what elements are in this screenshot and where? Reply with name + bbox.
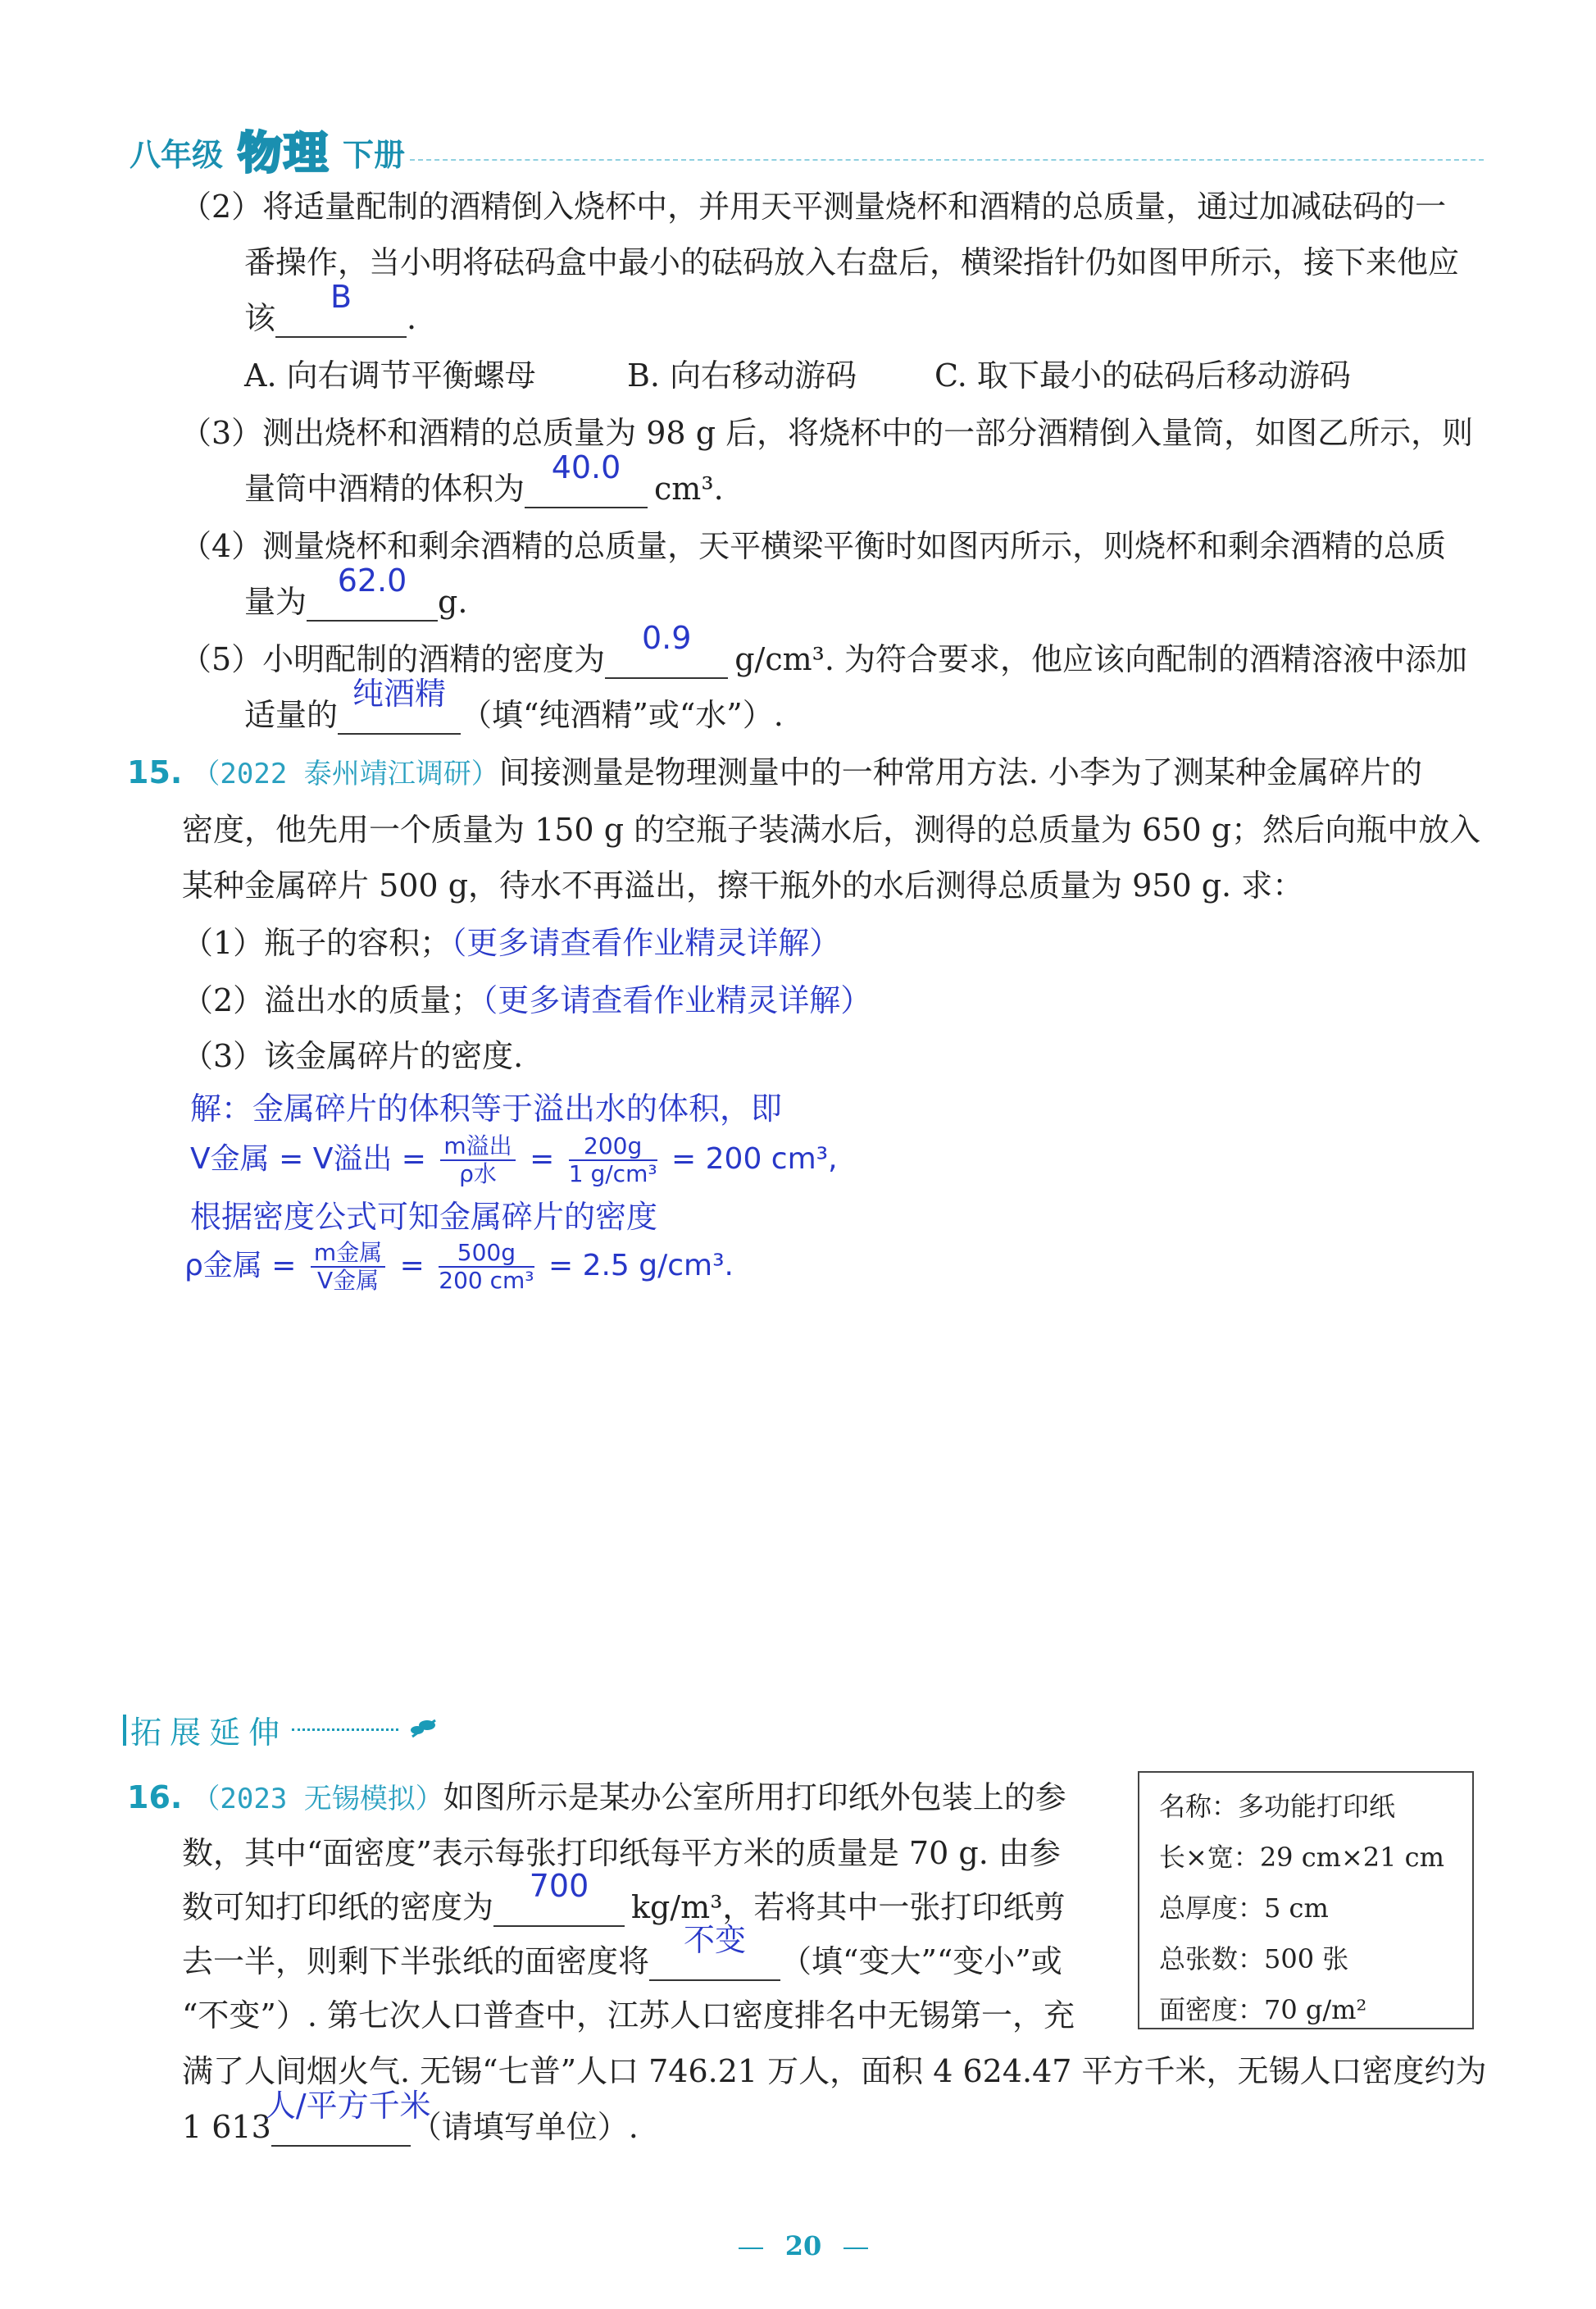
q16-line1: 16. （2023 无锡模拟）如图所示是某办公室所用打印纸外包装上的参 xyxy=(127,1779,1066,1815)
q15-line2: 密度，他先用一个质量为 150 g 的空瓶子装满水后，测得的总质量为 650 g；然后向瓶中放入 xyxy=(182,812,1481,848)
spec-name: 名称：多功能打印纸 xyxy=(1159,1791,1396,1822)
q14-p2-line1: （2）将适量配制的酒精倒入烧杯中，并用天平测量烧杯和酒精的总质量，通过加减砝码的一 xyxy=(180,189,1447,225)
q16-line7: 1 613 人/平方千米 （请填写单位）. xyxy=(182,2088,639,2145)
q16-answer3: 人/平方千米 xyxy=(264,2088,431,2124)
q16-line4: 去一半，则剩下半张纸的面密度将 不变 （填“变大”“变小”或 xyxy=(182,1922,1062,1979)
q14-p3-line1: （3）测出烧杯和酒精的总质量为 98 g 后，将烧杯中的一部分酒精倒入量筒，如图乙所示，则 xyxy=(180,415,1474,451)
q16-answer3-blank xyxy=(264,2088,431,2147)
q15-line3: 某种金属碎片 500 g，待水不再溢出，擦干瓶外的水后测得总质量为 950 g. 求： xyxy=(182,868,1304,904)
q14-p3-line2: 量筒中酒精的体积为 40.0 cm³. xyxy=(244,449,724,507)
q14-p2-option-c: C. 取下最小的砝码后移动游码 xyxy=(934,358,1351,394)
page-header xyxy=(123,123,1484,179)
header-volume: 下册 xyxy=(343,137,406,173)
extension-title xyxy=(123,1707,443,1751)
q16-answer1-blank xyxy=(493,1868,625,1927)
q15-s2-hint: （更多请查看作业精灵详解） xyxy=(482,982,872,1018)
q14-p5-answer1: 0.9 xyxy=(641,620,692,656)
q14-p2-option-b: B. 向右移动游码 xyxy=(627,358,857,394)
header-grade: 八年级 xyxy=(130,137,224,173)
spec-size: 长×宽：29 cm×21 cm xyxy=(1159,1842,1444,1873)
q14-p5-line2: 适量的 纯酒精 （填“纯酒精”或“水”）. xyxy=(244,676,784,733)
q16-answer1: 700 xyxy=(529,1868,589,1904)
q14-p5-line1: （5）小明配制的酒精的密度为 0.9 g/cm³. 为符合要求，他应该向配制的酒精溶液中添加 xyxy=(180,620,1468,677)
page-number: 20 xyxy=(738,2230,869,2261)
q16-line3: 数可知打印纸的密度为 700 kg/m³，若将其中一张打印纸剪 xyxy=(182,1868,1066,1925)
q14-p4-line1: （4）测量烧杯和剩余酒精的总质量，天平横梁平衡时如图丙所示，则烧杯和剩余酒精的总质 xyxy=(180,528,1447,564)
extension-dots xyxy=(292,1728,398,1731)
q16-line6: 满了人间烟火气. 无锡“七普”人口 746.21 万人，面积 4 624.47 平方千米，无锡人口密度约为 xyxy=(182,2053,1487,2089)
q16-number: 16. xyxy=(127,1779,183,1815)
q15-solution-l3: 根据密度公式可知金属碎片的密度 xyxy=(190,1199,658,1235)
q15-s2: （2）溢出水的质量；（更多请查看作业精灵详解） xyxy=(182,982,872,1018)
q15-s3: （3）该金属碎片的密度. xyxy=(182,1038,524,1074)
q15-s1: （1）瓶子的容积；（更多请查看作业精灵详解） xyxy=(182,925,841,961)
q15-solution-formula1: V金属 = V溢出 = $\frac{\text{m溢出}}{\text{ρ水}}$ = $\frac{200g}{\text{1 g/cm³}}$ = 200 cm³, xyxy=(190,1132,838,1187)
paper-spec-box xyxy=(1138,1771,1474,2029)
q14-p2-line3: 该 B . xyxy=(244,279,417,336)
header-rule xyxy=(410,159,1484,161)
q16-answer2-blank xyxy=(649,1922,780,1981)
q16-source: （2023 无锡模拟） xyxy=(192,1783,443,1815)
q15-solution-formula2: ρ金属 = $\frac{\text{m金属}}{\text{V金属}}$ = $\frac{500g}{\text{200 cm³}}$ = 2.5 g/cm³. xyxy=(184,1239,734,1294)
spec-thickness: 总厚度：5 cm xyxy=(1159,1892,1329,1924)
q16-line5: “不变”）. 第七次人口普查中，江苏人口密度排名中无锡第一，充 xyxy=(182,1997,1075,2033)
header-subject: 物理 xyxy=(238,127,330,179)
q14-p2-line2: 番操作，当小明将砝码盒中最小的砝码放入右盘后，横梁指针仍如图甲所示，接下来他应 xyxy=(244,244,1460,280)
dragonfly-icon xyxy=(402,1714,443,1747)
q15-line1: 15. （2022 泰州靖江调研）间接测量是物理测量中的一种常用方法. 小李为了测某种金属碎片的 xyxy=(127,754,1422,790)
q14-p3-answer-blank xyxy=(525,449,648,508)
q15-s1-hint: （更多请查看作业精灵详解） xyxy=(451,925,841,961)
q14-p2-answer-blank xyxy=(275,279,407,338)
q14-p5-answer2-blank xyxy=(338,676,461,735)
extension-title-text: 拓展延伸 xyxy=(130,1715,289,1751)
q14-p5-answer1-blank xyxy=(605,620,728,679)
q15-source: （2022 泰州靖江调研） xyxy=(192,758,499,790)
q15-solution-l1: 解：金属碎片的体积等于溢出水的体积，即 xyxy=(190,1091,783,1127)
spec-count: 总张数：500 张 xyxy=(1159,1943,1349,1974)
q14-p4-answer: 62.0 xyxy=(337,562,407,599)
q16-line2: 数，其中“面密度”表示每张打印纸每平方米的质量是 70 g. 由参 xyxy=(182,1835,1061,1871)
q14-p5-answer2: 纯酒精 xyxy=(352,676,447,712)
extension-bar-left xyxy=(123,1715,126,1746)
q14-p2-answer: B xyxy=(330,279,352,315)
q16-answer2: 不变 xyxy=(684,1922,747,1958)
q14-p4-line2: 量为 62.0 g. xyxy=(244,562,468,620)
q14-p3-answer: 40.0 xyxy=(551,449,621,485)
q15-number: 15. xyxy=(127,754,183,790)
spec-density: 面密度：70 g/m² xyxy=(1159,1994,1367,2025)
q14-p2-option-a: A. 向右调节平衡螺母 xyxy=(244,358,536,394)
